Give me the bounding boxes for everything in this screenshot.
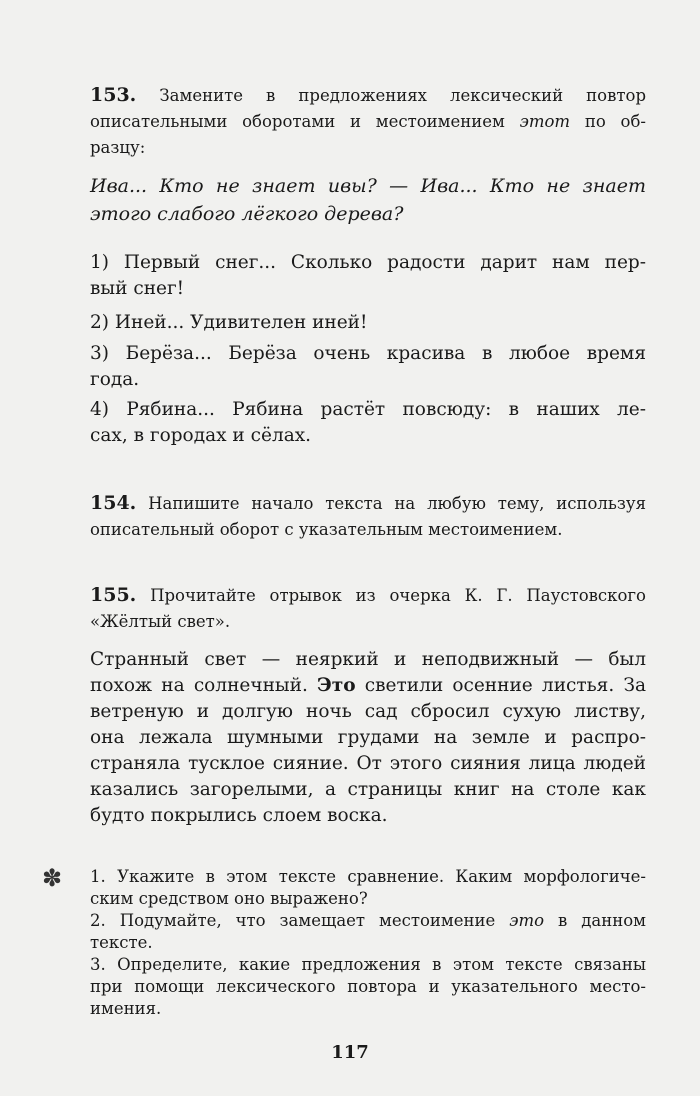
task-154-instruction: 154. Напишите начало текста на любую тему, используя описательный оборот с указательным местоимением. [90,492,646,539]
task-153-number: 153. [90,84,137,106]
paustovsky-excerpt: Странный свет — неяркий и неподвижный — был похож на солнечный. Это светили осенние листья. За ветреную и долгую ночь сад сбросил сухую листву, она лежала шумными грудами на земле и распро- страняла тусклое сияние. От этого сияния лица людей казались загорелыми, а страницы книг на столе как будто покрылись слоем воска. [90,649,646,826]
task-153-item-1: 1) Первый снег... Сколько радости дарит нам пер- [90,252,646,273]
textbook-page: 153. Замените в предложениях лексический повтор описательными оборотами и местоимением этот по об- разцу: Ива... Кто не знает ивы? — Ива... Кто не знает этого слабого лёгкого дерева? 1) Первый снег... Сколько радости дарит нам пер- вый снег! 2) Иней... Удивителен иней! 3) Берёза... Берёза очень красива в любое время года. 4) Рябина... Рябина растёт повсюду: в наших ле- сах, в городах и сёлах. 154. Напишите начало текста на любую тему, используя описательный оборот с указательным местоимением. 155. Прочитайте отрывок из очерка К. Г. Паустовского «Жёлтый свет». Странный свет — неяркий и неподвижный — был похож на солнечный. Это светили осенние листья. За ветреную и долгую ночь сад сбросил сухую листву, она лежала шумными грудами на земле и распро- страняла тусклое сияние. От этого сияния лица людей казались загорелыми, а страницы книг на столе как будто покрылись слоем воска. ✽ 1. Укажите в этом тексте сравнение. Каким морфологиче- ским средством оно выражено? 2. Подумайте, что замещает местоимение это в данном тексте. 3. Определите, какие предложения в этом тексте связаны при помощи лексического повтора и указательного место- имения. 117 [0,0,700,1096]
task-153-instruction: 153. Замените в предложениях лексический повтор описательными оборотами и местоимением этот по об- разцу: [90,84,647,157]
page-number: 117 [331,1042,369,1063]
question-1: 1. Укажите в этом тексте сравнение. Каким морфологиче- [90,867,646,886]
task-155-questions: 1. Укажите в этом тексте сравнение. Каким морфологиче- ским средством оно выражено? 2. Подумайте, что замещает местоимение это в данном тексте. 3. Определите, какие предложения в этом тексте связаны при помощи лексического повтора и указательного место- имения. [90,867,646,1018]
question-3: 3. Определите, какие предложения в этом тексте связаны [90,955,646,974]
flower-icon: ✽ [42,864,63,892]
task-153-item-3: 3) Берёза... Берёза очень красива в любое время [90,343,646,364]
task-153-example: Ива... Кто не знает ивы? — Ива... Кто не знает этого слабого лёгкого дерева? [90,175,646,225]
task-153-item-4: 4) Рябина... Рябина растёт повсюду: в наших ле- [90,399,646,420]
task-155-instruction: 155. Прочитайте отрывок из очерка К. Г. Паустовского «Жёлтый свет». [90,584,646,631]
task-155-number: 155. [90,584,137,606]
task-153-item-2: 2) Иней... Удивителен иней! [90,312,368,333]
task-154-number: 154. [90,492,137,514]
question-2: 2. Подумайте, что замещает местоимение это в данном [90,911,646,930]
task-153-items: 1) Первый снег... Сколько радости дарит нам пер- вый снег! [90,252,646,299]
